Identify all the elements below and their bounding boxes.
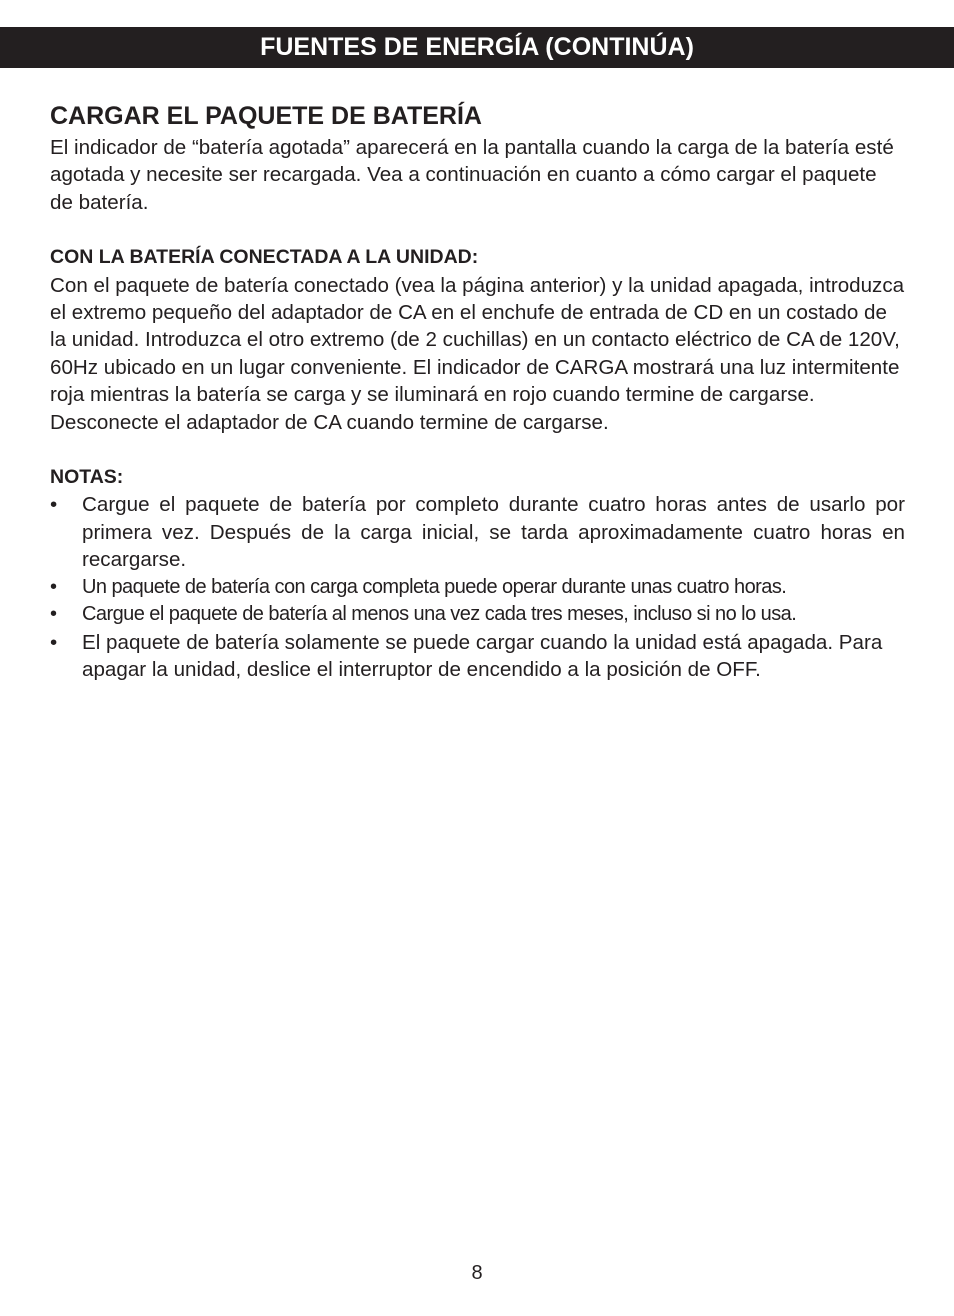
bullet-icon: • (50, 630, 58, 654)
notes-heading: NOTAS: (50, 466, 124, 489)
section-heading: CARGAR EL PAQUETE DE BATERÍA (50, 102, 482, 130)
page-content (50, 98, 905, 683)
note-text: Cargue el paquete de batería al menos una vez cada tres meses, incluso si no lo usa. (82, 603, 797, 626)
connected-battery-paragraph: Con el paquete de batería conectado (vea la página anterior) y la unidad apagada, introduzca el extremo pequeño del adaptador de CA en el enchufe de entrada de CD en un costado de la unidad. Introduzca el otro extremo (de 2 cuchillas) en un contacto eléctrico de CA de 120V, 60Hz ubicado en un lugar conveniente. El indicador de CARGA mostrará una luz intermitente roja mientras la batería se carga y se iluminará en rojo cuando termine de cargarse. Desconecte el adaptador de CA cuando termine de cargarse. (50, 273, 905, 434)
bullet-icon: • (50, 493, 58, 517)
note-item (50, 629, 905, 684)
note-text: El paquete de batería solamente se puede cargar cuando la unidad está apagada. Para apagar la unidad, deslice el interruptor de encendido a la posición de OFF. (82, 630, 883, 681)
section-intro-paragraph: El indicador de “batería agotada” aparecerá en la pantalla cuando la carga de la batería esté agotada y necesite ser recargada. Vea a continuación en cuanto a cómo cargar el paquete de batería. (50, 136, 894, 214)
bullet-icon: • (50, 603, 57, 626)
connected-battery-heading: CON LA BATERÍA CONECTADA A LA UNIDAD: (50, 246, 479, 269)
note-text: Un paquete de batería con carga completa puede operar durante unas cuatro horas. (82, 575, 787, 598)
page-header-bar (0, 27, 954, 68)
note-item (50, 491, 905, 573)
page-number: 8 (471, 1262, 483, 1284)
note-item (50, 574, 905, 601)
note-item (50, 601, 905, 628)
bullet-icon: • (50, 575, 57, 598)
page-header-title: FUENTES DE ENERGÍA (CONTINÚA) (260, 33, 694, 61)
notes-list (50, 491, 905, 683)
note-text: Cargue el paquete de batería por completo durante cuatro horas antes de usarlo por primera vez. Después de la carga inicial, se tarda aproximadamente cuatro horas en recargarse. (82, 493, 905, 572)
